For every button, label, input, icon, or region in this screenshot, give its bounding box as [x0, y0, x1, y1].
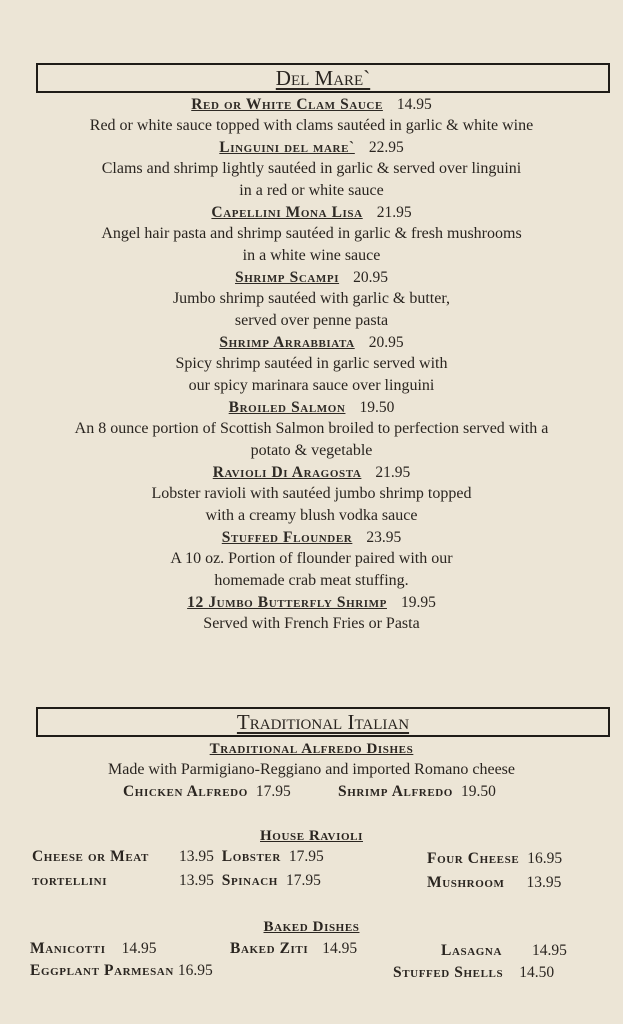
- dish-price: 17.95: [288, 848, 324, 865]
- menu-item-heading: [0, 527, 623, 548]
- house-ravioli-heading: House Ravioli: [260, 828, 363, 844]
- dish-name: Stuffed Shells: [393, 964, 504, 981]
- dish-price: 13.95: [526, 874, 562, 891]
- dish-price: 14.95: [121, 940, 157, 957]
- chicken-alfredo: [123, 783, 291, 801]
- menu-item-heading: [0, 202, 623, 223]
- traditional-italian-header: [36, 707, 610, 737]
- menu-item-heading: [0, 397, 623, 418]
- dish-price: 14.95: [532, 942, 567, 959]
- dish-name: Eggplant Parmesan: [30, 962, 174, 979]
- dish-name: Lobster: [221, 848, 281, 865]
- dish-name: Cheese or Meat: [32, 848, 149, 865]
- item-description: Jumbo shrimp sautéed with garlic & butter,: [172, 290, 451, 307]
- dish-name: Manicotti: [30, 940, 106, 957]
- item-price: 23.95: [366, 529, 402, 546]
- baked-dishes-heading: Baked Dishes: [263, 919, 360, 935]
- dish-name: Chicken Alfredo: [123, 783, 248, 800]
- menu-item-heading: [0, 137, 623, 158]
- manicotti: [30, 940, 157, 958]
- dish-price: 14.50: [519, 964, 555, 981]
- item-price: 20.95: [368, 334, 404, 351]
- item-name: Red or White Clam Sauce: [191, 96, 383, 113]
- baked-ziti: [230, 940, 357, 958]
- dish-price: 19.50: [460, 783, 496, 800]
- shrimp-alfredo: [338, 783, 496, 801]
- menu-item-heading: [0, 267, 623, 288]
- item-name: Shrimp Arrabbiata: [219, 334, 355, 351]
- alfredo-section: [0, 739, 623, 781]
- dish-name: Four Cheese: [427, 850, 520, 867]
- eggplant-parmesan: [30, 962, 213, 980]
- dish-name: Spinach: [221, 872, 278, 889]
- item-name: Stuffed Flounder: [221, 529, 353, 546]
- item-description: with a creamy blush vodka sauce: [205, 507, 418, 524]
- tortellini: [32, 872, 107, 890]
- item-name: 12 Jumbo Butterfly Shrimp: [187, 594, 387, 611]
- dish-price: 13.95: [179, 848, 214, 865]
- item-price: 19.50: [359, 399, 395, 416]
- item-description: in a red or white sauce: [239, 182, 384, 199]
- item-price: 14.95: [396, 96, 432, 113]
- menu-item-heading: [0, 462, 623, 483]
- item-description: Served with French Fries or Pasta: [203, 615, 420, 632]
- dish-price: 16.95: [177, 962, 213, 979]
- dish-price: 16.95: [527, 850, 563, 867]
- menu-item-heading: [0, 94, 623, 115]
- tortellini-price-spinach: [179, 872, 321, 890]
- cheese-or-meat-price-lobster: [179, 848, 324, 866]
- lasagna: [441, 942, 567, 960]
- item-description: potato & vegetable: [250, 442, 373, 459]
- dish-price: 17.95: [255, 783, 291, 800]
- item-description: Red or white sauce topped with clams sautéed in garlic & white wine: [89, 117, 534, 134]
- item-description: our spicy marinara sauce over linguini: [188, 377, 435, 394]
- item-description: Lobster ravioli with sautéed jumbo shrimp topped: [151, 485, 472, 502]
- item-name: Shrimp Scampi: [235, 269, 340, 286]
- item-price: 22.95: [368, 139, 404, 156]
- dish-name: Mushroom: [427, 874, 505, 891]
- dish-name: Baked Ziti: [230, 940, 309, 957]
- mushroom: [427, 874, 561, 892]
- item-description: An 8 ounce portion of Scottish Salmon broiled to perfection served with a: [74, 420, 549, 437]
- del-mare-title: Del Mare`: [275, 66, 371, 90]
- item-description: Angel hair pasta and shrimp sautéed in garlic & fresh mushrooms: [101, 225, 522, 242]
- item-description: served over penne pasta: [234, 312, 389, 329]
- del-mare-header: [36, 63, 610, 93]
- item-price: 20.95: [353, 269, 388, 286]
- item-price: 21.95: [376, 204, 412, 221]
- four-cheese: [427, 850, 562, 868]
- del-mare-items: [0, 94, 623, 635]
- item-description: Clams and shrimp lightly sautéed in garlic & served over linguini: [101, 160, 522, 177]
- dish-name: Lasagna: [441, 942, 502, 959]
- dish-name: Shrimp Alfredo: [338, 783, 453, 800]
- dish-price: 17.95: [285, 872, 321, 889]
- item-name: Broiled Salmon: [228, 399, 346, 416]
- baked-dishes-section: [0, 917, 623, 937]
- alfredo-description: Made with Parmigiano-Reggiano and imported Romano cheese: [107, 761, 515, 778]
- dish-price: 14.95: [322, 940, 358, 957]
- alfredo-heading: Traditional Alfredo Dishes: [209, 741, 414, 757]
- item-price: 21.95: [375, 464, 411, 481]
- item-name: Linguini del mare`: [219, 139, 355, 156]
- menu-item-heading: [0, 592, 623, 613]
- item-price: 19.95: [400, 594, 436, 611]
- item-name: Ravioli Di Aragosta: [212, 464, 362, 481]
- dish-price: 13.95: [179, 872, 214, 889]
- item-description: in a white wine sauce: [242, 247, 381, 264]
- item-description: A 10 oz. Portion of flounder paired with our: [170, 550, 453, 567]
- stuffed-shells: [393, 964, 554, 982]
- item-description: Spicy shrimp sautéed in garlic served with: [175, 355, 448, 372]
- item-description: homemade crab meat stuffing.: [214, 572, 409, 589]
- item-name: Capellini Mona Lisa: [211, 204, 363, 221]
- traditional-italian-title: Traditional Italian: [236, 710, 410, 734]
- house-ravioli-section: [0, 826, 623, 846]
- cheese-or-meat: [32, 848, 149, 866]
- menu-item-heading: [0, 332, 623, 353]
- dish-name: tortellini: [32, 872, 108, 889]
